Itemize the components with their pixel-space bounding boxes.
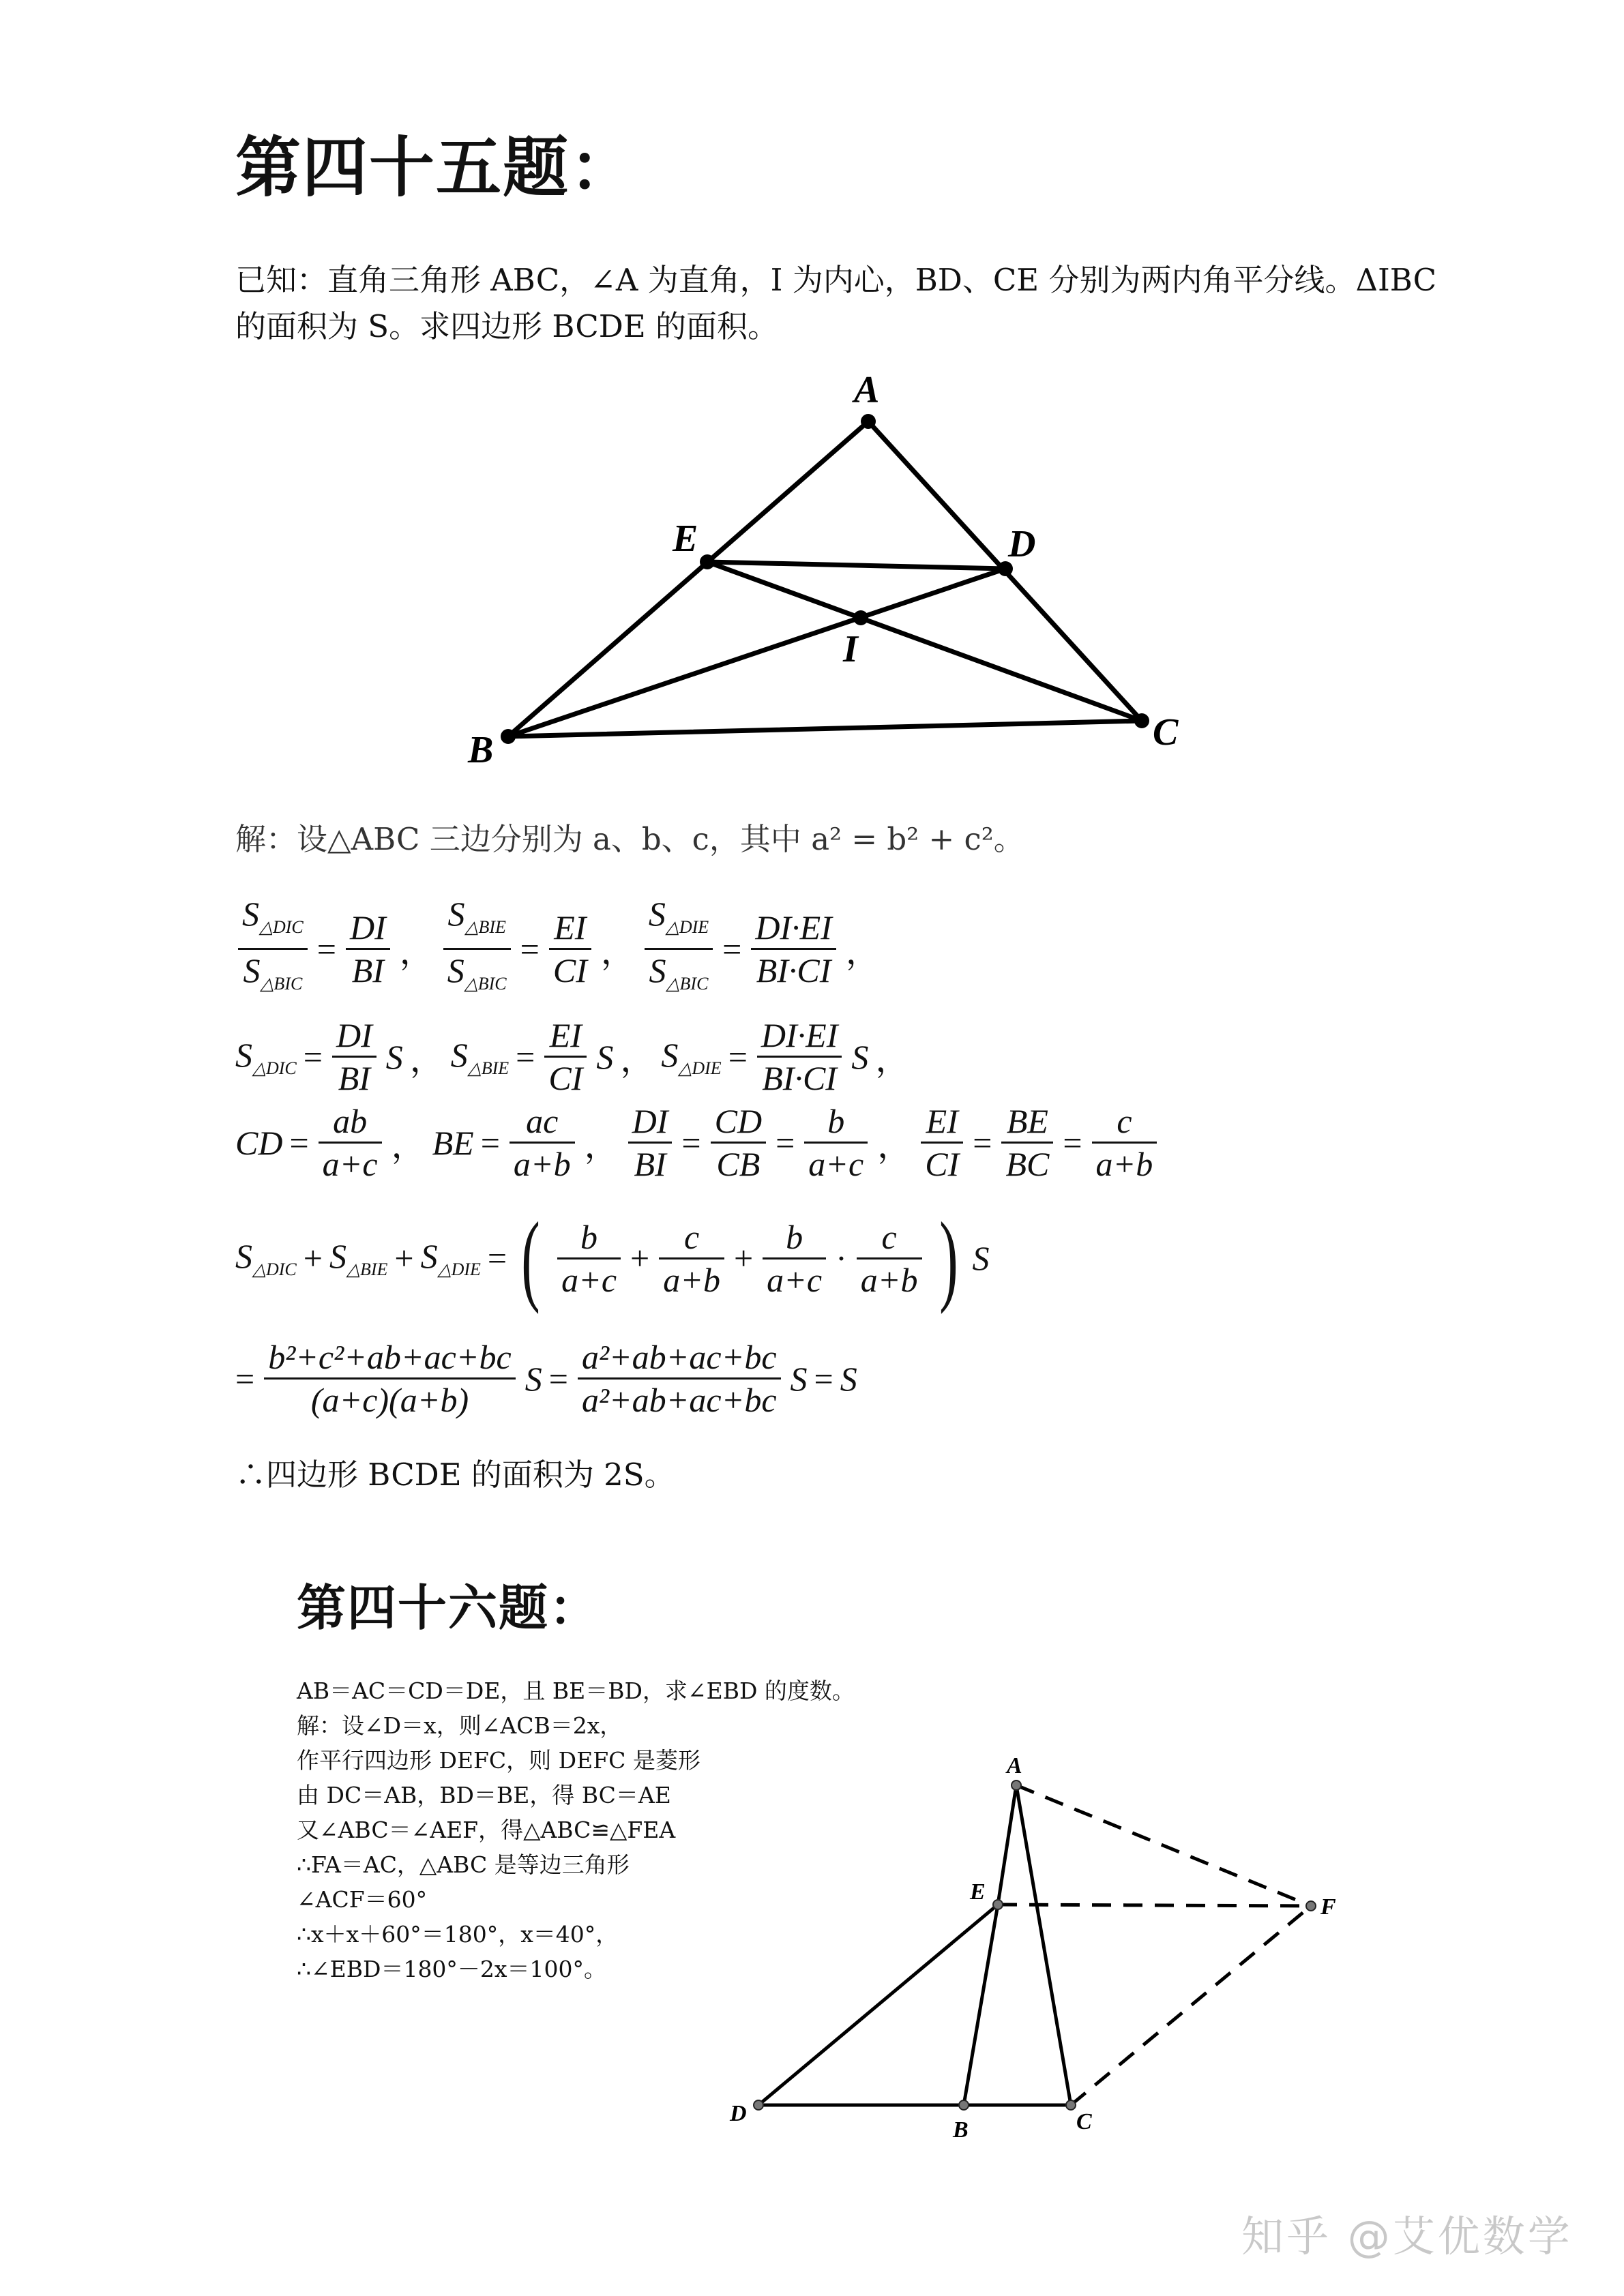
fig46-label-F: F xyxy=(1320,1894,1336,1920)
pt-D xyxy=(754,2100,763,2110)
problem46-line-5: 又∠ABC＝∠AEF，得△ABC≌△FEA xyxy=(297,1817,676,1843)
label-B: B xyxy=(468,729,494,771)
problem45-conclusion: ∴四边形 BCDE 的面积为 2S。 xyxy=(235,1457,675,1493)
point-A-dot xyxy=(861,414,876,429)
pt-C xyxy=(1066,2100,1076,2110)
problem46-line-3: 作平行四边形 DEFC，则 DEFC 是菱形 xyxy=(297,1747,700,1774)
line-BE xyxy=(964,1905,998,2105)
point-C-dot xyxy=(1134,713,1149,728)
dashed-EF xyxy=(998,1905,1311,1906)
line-AC xyxy=(1016,1785,1071,2105)
fig46-label-C: C xyxy=(1076,2109,1092,2134)
problem46-title: 第四十六题： xyxy=(297,1579,600,1637)
label-I: I xyxy=(843,628,858,670)
watermark-text: 知乎 @艾优数学 xyxy=(1241,2211,1573,2261)
fig46-label-A: A xyxy=(1007,1753,1022,1778)
problem45-statement-line2: 的面积为 S。求四边形 BCDE 的面积。 xyxy=(235,308,779,344)
label-C: C xyxy=(1153,711,1179,754)
label-A: A xyxy=(854,369,880,411)
equation-row-2: $S_{\triangle DIC}$ = $\frac{DI}{BI}$ S ， $S_{\triangle BIE}$ = $\frac{EI}{CI}$ S ， $S_{\triangle DIE}$ = $\frac{DI\cdot EI}{BI\cdot CI}$ S ， xyxy=(235,1016,910,1097)
problem45-statement-line1: 已知：直角三角形 ABC，∠A 为直角，I 为内心，BD、CE 分别为两内角平分线。ΔIBC xyxy=(235,262,1437,298)
problem45-title: 第四十五题： xyxy=(235,130,636,206)
problem45-solution-intro: 解：设△ABC 三边分别为 a、b、c，其中 a² = b² + c²。 xyxy=(235,821,1024,857)
point-B-dot xyxy=(501,729,516,744)
equation-row-4: $S_{\triangle DIC}$ + $S_{\triangle BIE}$ + $S_{\triangle DIE}$ = ( $\frac{b}{a+c}$ + $\frac{c}{a+b}$ + $\frac{b}{a+c}$ · $\frac{c}{a+b}$ ) S xyxy=(235,1202,990,1315)
pt-F xyxy=(1306,1901,1316,1911)
problem46-line-9: ∴∠EBD＝180°－2x＝100°。 xyxy=(297,1956,607,1982)
problem46-line-1: AB＝AC＝CD＝DE，且 BE＝BD，求∠EBD 的度数。 xyxy=(297,1678,855,1704)
point-I-dot xyxy=(853,610,868,625)
problem46-figure xyxy=(729,1753,1336,2143)
line-EA xyxy=(998,1785,1016,1905)
fig46-label-B: B xyxy=(953,2117,969,2143)
dashed-AF xyxy=(1016,1785,1311,1906)
equation-row-5: = $\frac{\text{b²+c²+ab+ac+bc}}{(a+c)(a+b)}$ S = $\frac{\text{a²+ab+ac+bc}}{\text{a²+ab+ac+bc}}$ S = S xyxy=(235,1338,857,1419)
bisector-BD-line xyxy=(508,569,1005,736)
equation-row-3: CD = $\frac{ab}{a+c}$ ， BE = $\frac{ac}{a+b}$ ， $\frac{DI}{BI}$ = $\frac{CD}{CB}$ = $\frac{b}{a+c}$ ， $\frac{EI}{CI}$ = $\frac{BE}{BC}$ = $\frac{c}{a+b}$ xyxy=(235,1101,1160,1184)
side-AB-line xyxy=(508,421,868,736)
equation-row-1: $\frac{S_{\triangle DIC}}{S_{\triangle BIC}}$ = $\frac{DI}{BI}$ ， $\frac{S_{\triangle BIE}}{S_{\triangle BIC}}$ = $\frac{EI}{CI}$ ， $\frac{S_{\triangle DIE}}{S_{\triangle BIC}}$ = $\frac{DI\cdot EI}{BI\cdot CI}$ ， xyxy=(235,893,880,1004)
side-BC-line xyxy=(508,721,1142,736)
problem46-line-7: ∠ACF＝60° xyxy=(297,1886,428,1913)
pt-E xyxy=(993,1900,1003,1909)
fig46-label-D: D xyxy=(730,2101,747,2126)
dashed-CF xyxy=(1071,1906,1311,2105)
pt-B xyxy=(959,2100,969,2110)
problem46-line-2: 解：设∠D＝x，则∠ACB＝2x， xyxy=(297,1712,623,1739)
point-E-dot xyxy=(700,554,715,569)
problem46-line-8: ∴x＋x＋60°＝180°，x＝40°， xyxy=(297,1921,619,1948)
label-E: E xyxy=(673,518,698,560)
fig46-label-E: E xyxy=(970,1879,986,1905)
line-DE xyxy=(758,1905,998,2105)
segment-ED-line xyxy=(707,562,1005,569)
problem46-line-6: ∴FA＝AC，△ABC 是等边三角形 xyxy=(297,1851,630,1878)
label-D: D xyxy=(1008,523,1036,565)
bisector-CE-line xyxy=(707,562,1142,721)
problem46-line-4: 由 DC＝AB，BD＝BE，得 BC＝AE xyxy=(297,1782,671,1808)
pt-A xyxy=(1012,1780,1021,1790)
